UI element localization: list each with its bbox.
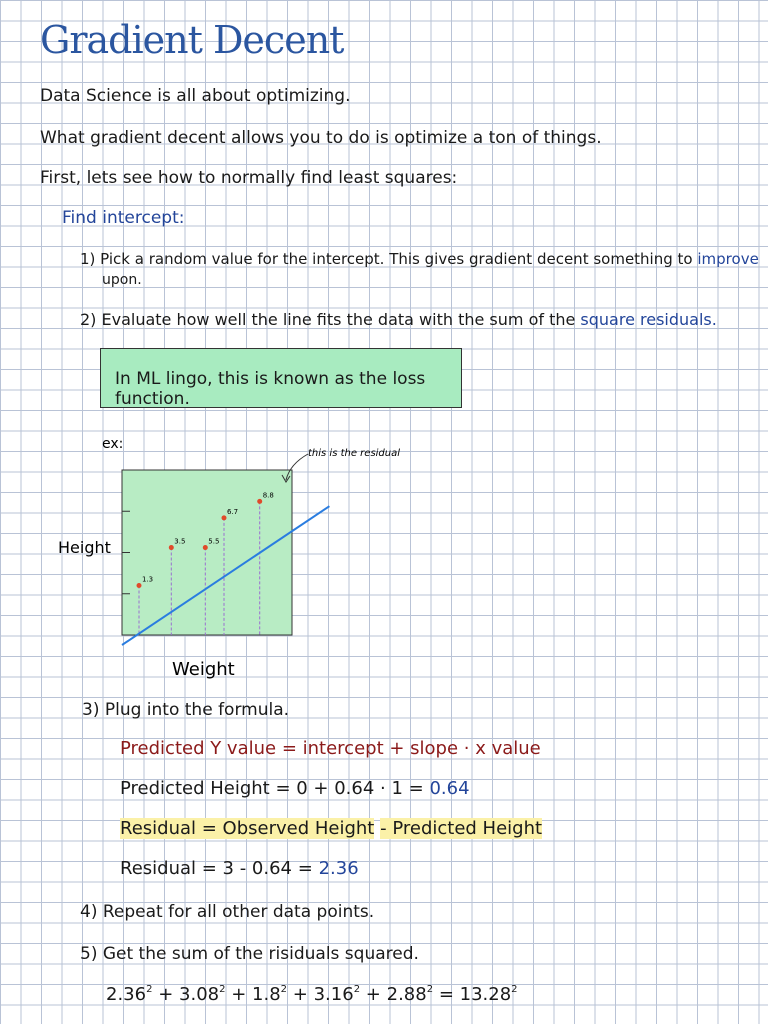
step-2 [80,310,717,329]
data-point [222,515,227,520]
example-label: ex: [102,436,124,452]
step-2-square-residuals: square residuals. [580,310,717,329]
sum-plus-1: + [158,984,174,1005]
intro-line-2: What gradient decent allows you to do is optimize a ton of things. [40,128,602,148]
residual-annotation: this is the residual [308,448,401,459]
sum-equals: = [438,984,454,1005]
loss-function-callout [100,348,462,408]
sum-result-exp: 2 [511,984,518,995]
data-point [203,545,208,550]
sum-term-2: 3.08 [179,984,220,1005]
sum-plus-2: + [231,984,247,1005]
formula-residual-value-expr: Residual = 3 - 0.64 = [120,858,313,879]
point-label: 8.8 [262,491,274,500]
formula-predicted-y: Predicted Y value = intercept + slope · x value [120,738,541,759]
formula-residual-predicted: - Predicted Height [380,818,543,839]
sum-plus-4: + [365,984,381,1005]
page-title: Gradient Decent [40,18,344,62]
sum-exp-4: 2 [353,984,361,995]
sum-exp-3: 2 [280,984,288,995]
step-5: 5) Get the sum of the risiduals squared. [80,944,419,964]
step-1 [80,250,759,268]
residual-chart [50,430,430,690]
sum-exp-1: 2 [146,984,153,995]
y-axis-label: Height [58,538,111,557]
sum-result: 13.28 [459,984,512,1005]
section-heading: Find intercept: [62,208,185,228]
step-3: 3) Plug into the formula. [82,700,290,720]
data-point [137,583,142,588]
x-axis-label: Weight [172,659,235,680]
chart-svg [50,430,430,690]
step-1-continued: upon. [102,272,142,288]
sum-term-3: 1.8 [252,984,281,1005]
formula-predicted-height-expr: Predicted Height = 0 + 0.64 · 1 = [120,778,424,799]
sum-term-1: 2.36 [106,984,147,1005]
formula-predicted-height [120,778,470,799]
sum-term-4: 3.16 [313,984,354,1005]
sum-exp-2: 2 [219,984,226,995]
data-point [257,499,262,504]
intro-line-1: Data Science is all about optimizing. [40,86,351,106]
point-label: 3.5 [174,537,186,546]
formula-residual-value [120,858,359,879]
sum-of-squares [106,984,518,1005]
formula-residual-observed: Residual = Observed Height [120,818,375,839]
formula-residual [120,818,542,839]
callout-text: In ML lingo, this is known as the loss function. [115,369,426,409]
data-point [169,545,174,550]
sum-exp-5: 2 [426,984,434,995]
point-label: 1.3 [142,575,154,584]
point-label: 6.7 [227,507,239,516]
intro-line-3: First, lets see how to normally find least squares: [40,168,458,188]
sum-term-5: 2.88 [386,984,427,1005]
step-2-text: 2) Evaluate how well the line fits the data with the sum of the [80,310,576,329]
step-4: 4) Repeat for all other data points. [80,902,375,922]
sum-plus-3: + [292,984,308,1005]
formula-predicted-height-result: 0.64 [429,778,470,799]
step-1-text: 1) Pick a random value for the intercept. This gives gradient decent something to [80,250,693,268]
formula-residual-value-result: 2.36 [318,858,359,879]
point-label: 5.5 [208,537,220,546]
step-1-improve: improve [697,250,759,268]
